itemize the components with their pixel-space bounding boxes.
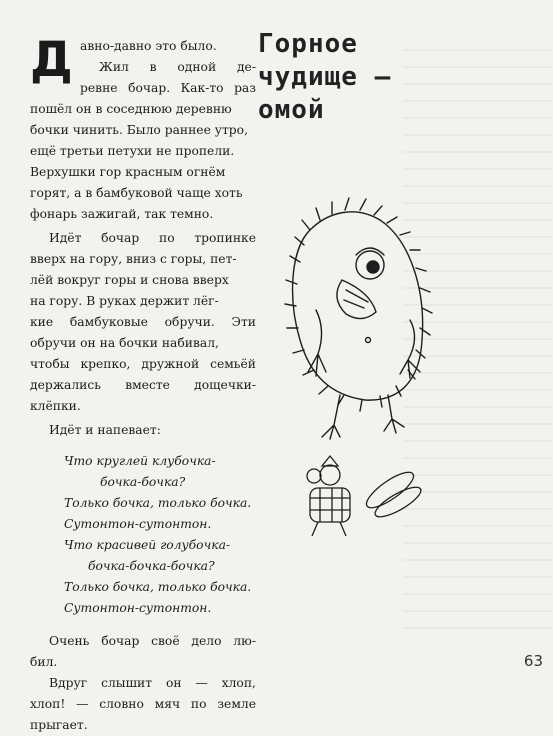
verse-line: бочка-бочка-бочка? (88, 559, 215, 573)
page-number: 63 (523, 652, 543, 670)
word: по (159, 231, 175, 245)
text-line: ещё третьи петухи не пропели. (30, 144, 235, 158)
word: обручи. (164, 315, 215, 329)
title-line: омой (258, 95, 325, 125)
text-line: фонарь зажигай, так темно. (30, 207, 214, 221)
text-line: клёпки. (30, 399, 81, 413)
word: одной (177, 60, 217, 74)
word: своё (151, 634, 180, 648)
word: мяч (154, 697, 181, 711)
text-line (30, 228, 256, 249)
word: лю- (233, 634, 256, 648)
drop-cap: Д (30, 32, 71, 88)
paragraph-2 (30, 228, 256, 417)
verse-line: Только бочка, только бочка. (64, 496, 252, 510)
word: кие (30, 315, 54, 329)
text-line (80, 57, 256, 78)
verse-line: бочка-бочка? (100, 475, 186, 489)
text-line: прыгает. (30, 718, 88, 732)
word: Жил (99, 60, 129, 74)
text-line: авно-давно это было. (80, 39, 217, 53)
word: держались (30, 378, 101, 392)
text-line: горят, а в бамбуковой чаще хоть (30, 186, 243, 200)
monster-omoi-drawing (285, 198, 432, 439)
word: бочар (101, 231, 140, 245)
word: слышит (101, 676, 153, 690)
word: дело (191, 634, 222, 648)
word: Очень (49, 634, 90, 648)
word: бочар (101, 634, 140, 648)
text-line (30, 694, 256, 715)
word: он (165, 676, 182, 690)
word: ревне (80, 81, 118, 95)
verse-line: Сутонтон-сутонтон. (64, 601, 212, 615)
story-title (258, 28, 398, 127)
text-line (30, 354, 256, 375)
text-line: Верхушки гор красным огнём (30, 165, 226, 179)
paragraph-4 (30, 631, 256, 673)
word: — (195, 676, 208, 690)
word: Как-то (180, 81, 224, 95)
verse-line: Сутонтон-сутонтон. (64, 517, 212, 531)
verse-line: Что круглей клубочка- (64, 454, 216, 468)
word: Вдруг (49, 676, 88, 690)
word: чтобы (30, 357, 70, 371)
text-line (30, 631, 256, 652)
word: дружной (141, 357, 200, 371)
text-line: на гору. В руках держит лёг- (30, 294, 219, 308)
word: семьёй (210, 357, 256, 371)
paragraph-1 (30, 32, 256, 225)
text-line: лёй вокруг горы и снова вверх (30, 273, 229, 287)
word: хлоп, (221, 676, 256, 690)
monster-illustration (270, 190, 445, 550)
text-line: пошёл он в соседнюю деревню (30, 102, 232, 116)
word: вместе (125, 378, 170, 392)
word: земле (217, 697, 256, 711)
text-line (80, 78, 256, 99)
word: бамбуковые (69, 315, 148, 329)
word: бочар. (128, 81, 171, 95)
story-text (30, 32, 256, 736)
word: Идёт (49, 231, 82, 245)
word: в (149, 60, 157, 74)
text-line: вверх на гору, вниз с горы, пет- (30, 252, 237, 266)
verse-line: Только бочка, только бочка. (64, 580, 252, 594)
text-line: обручи он на бочки набивал, (30, 336, 219, 350)
word: по (190, 697, 207, 711)
text-line (30, 673, 256, 694)
word: Эти (231, 315, 256, 329)
word: — (76, 697, 89, 711)
text-line (30, 375, 256, 396)
paragraph-3: Идёт и напевает: (49, 423, 161, 437)
cooper-figure-drawing (307, 456, 425, 536)
text-line: бил. (30, 655, 58, 669)
text-line (30, 312, 256, 333)
word: словно (99, 697, 144, 711)
verse-line: Что красивей голубочка- (64, 538, 231, 552)
word: тропинке (194, 231, 256, 245)
word: хлоп! (30, 697, 66, 711)
word: раз (234, 81, 256, 95)
word: крепко, (80, 357, 131, 371)
title-line: Горное (258, 29, 358, 59)
text-line: бочки чинить. Было раннее утро, (30, 123, 248, 137)
paragraph-5 (30, 673, 256, 736)
song-verse (30, 451, 256, 619)
title-line: чудище — (258, 62, 392, 92)
word: де- (236, 60, 256, 74)
word: дощечки- (194, 378, 256, 392)
